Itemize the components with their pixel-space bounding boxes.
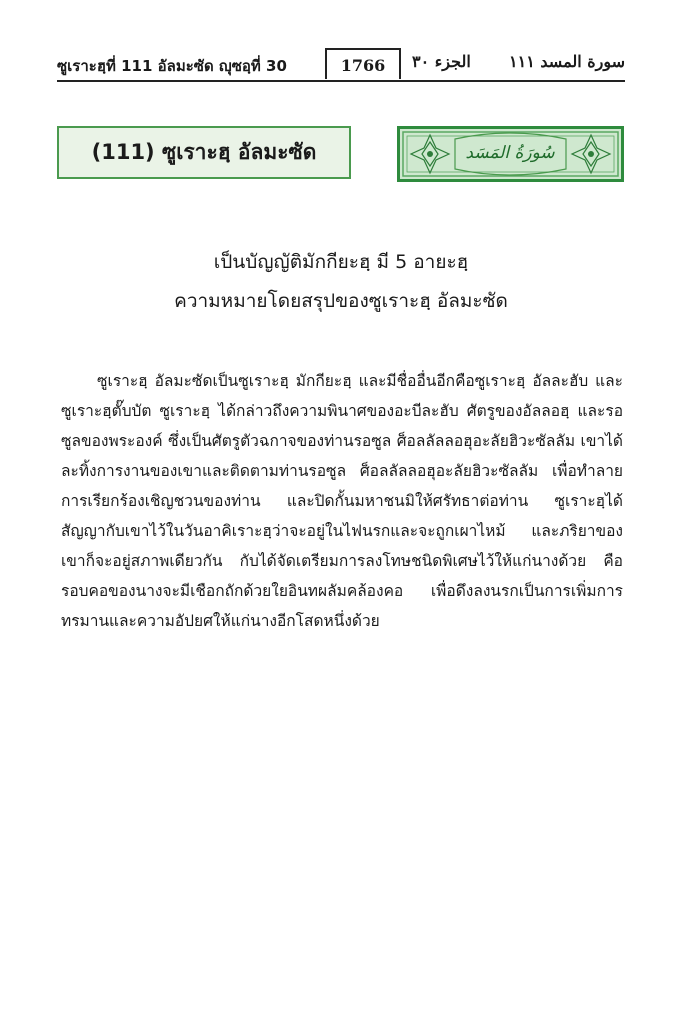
- surah-calligraphy: سُورَةُ المَسَد: [465, 143, 555, 163]
- page-number: 1766: [325, 48, 401, 79]
- surah-label-arabic: سورة المسد ١١١: [509, 52, 625, 71]
- page-header: [57, 48, 625, 82]
- surah-ornament-banner: [397, 126, 624, 182]
- summary-paragraph: ซูเราะฮฺ อัลมะซัดเป็นซูเราะฮฺ มักกียะฮฺ และมีชื่ออื่นอีกคือซูเราะฮฺ อัลละฮับ และซูเราะฮฺตั๊บบัต ซูเราะฮฺ ได้กล่าวถึงความพินาศของอะบีละฮับ ศัตรูของอัลลอฮฺ และรอซูลของพระองค์ ซึ่งเป็นศัตรูตัวฉกาจของท่านรอซูล ศ็อลลัลลอฮุอะลัยฮิวะซัลลัม เขาได้ละทิ้งการงานของเขาและติดตามท่านรอซูล ศ็อลลัลลอฮุอะลัยฮิวะซัลลัม เพื่อทำลายการเรียกร้องเชิญชวนของท่าน และปิดกั้นมหาชนมิให้ศรัทธาต่อท่าน ซูเราะฮฺได้สัญญากับเขาไว้ในวันอาคิเราะฮฺว่าจะอยู่ในไฟนรกและจะถูกเผาไหม้ และภริยาของเขาก็จะอยู่สภาพเดียวกัน กับได้จัดเตรียมการลงโทษชนิดพิเศษไว้ให้แก่นางด้วย คือรอบคอของนางจะมีเชือกถักด้วยใยอินทผลัมคล้องคอ เพื่อดึงลงนรกเป็นการเพิ่มการทรมานและความอัปยศให้แก่นางอีกโสดหนึ่งด้วย: [61, 372, 623, 630]
- surah-title-box: (111) ซูเราะฮฺ อัลมะซัด: [57, 126, 351, 179]
- running-title-thai: ซูเราะฮฺที่ 111 อัลมะซัด ญุซอฺที่ 30: [57, 57, 287, 75]
- revelation-info: เป็นบัญญัติมักกียะฮฺ มี 5 อายะฮฺ: [213, 251, 469, 273]
- summary-heading: ความหมายโดยสรุปของซูเราะฮฺ อัลมะซัด: [174, 290, 508, 312]
- juz-label-arabic: الجزء ٣٠: [412, 52, 471, 71]
